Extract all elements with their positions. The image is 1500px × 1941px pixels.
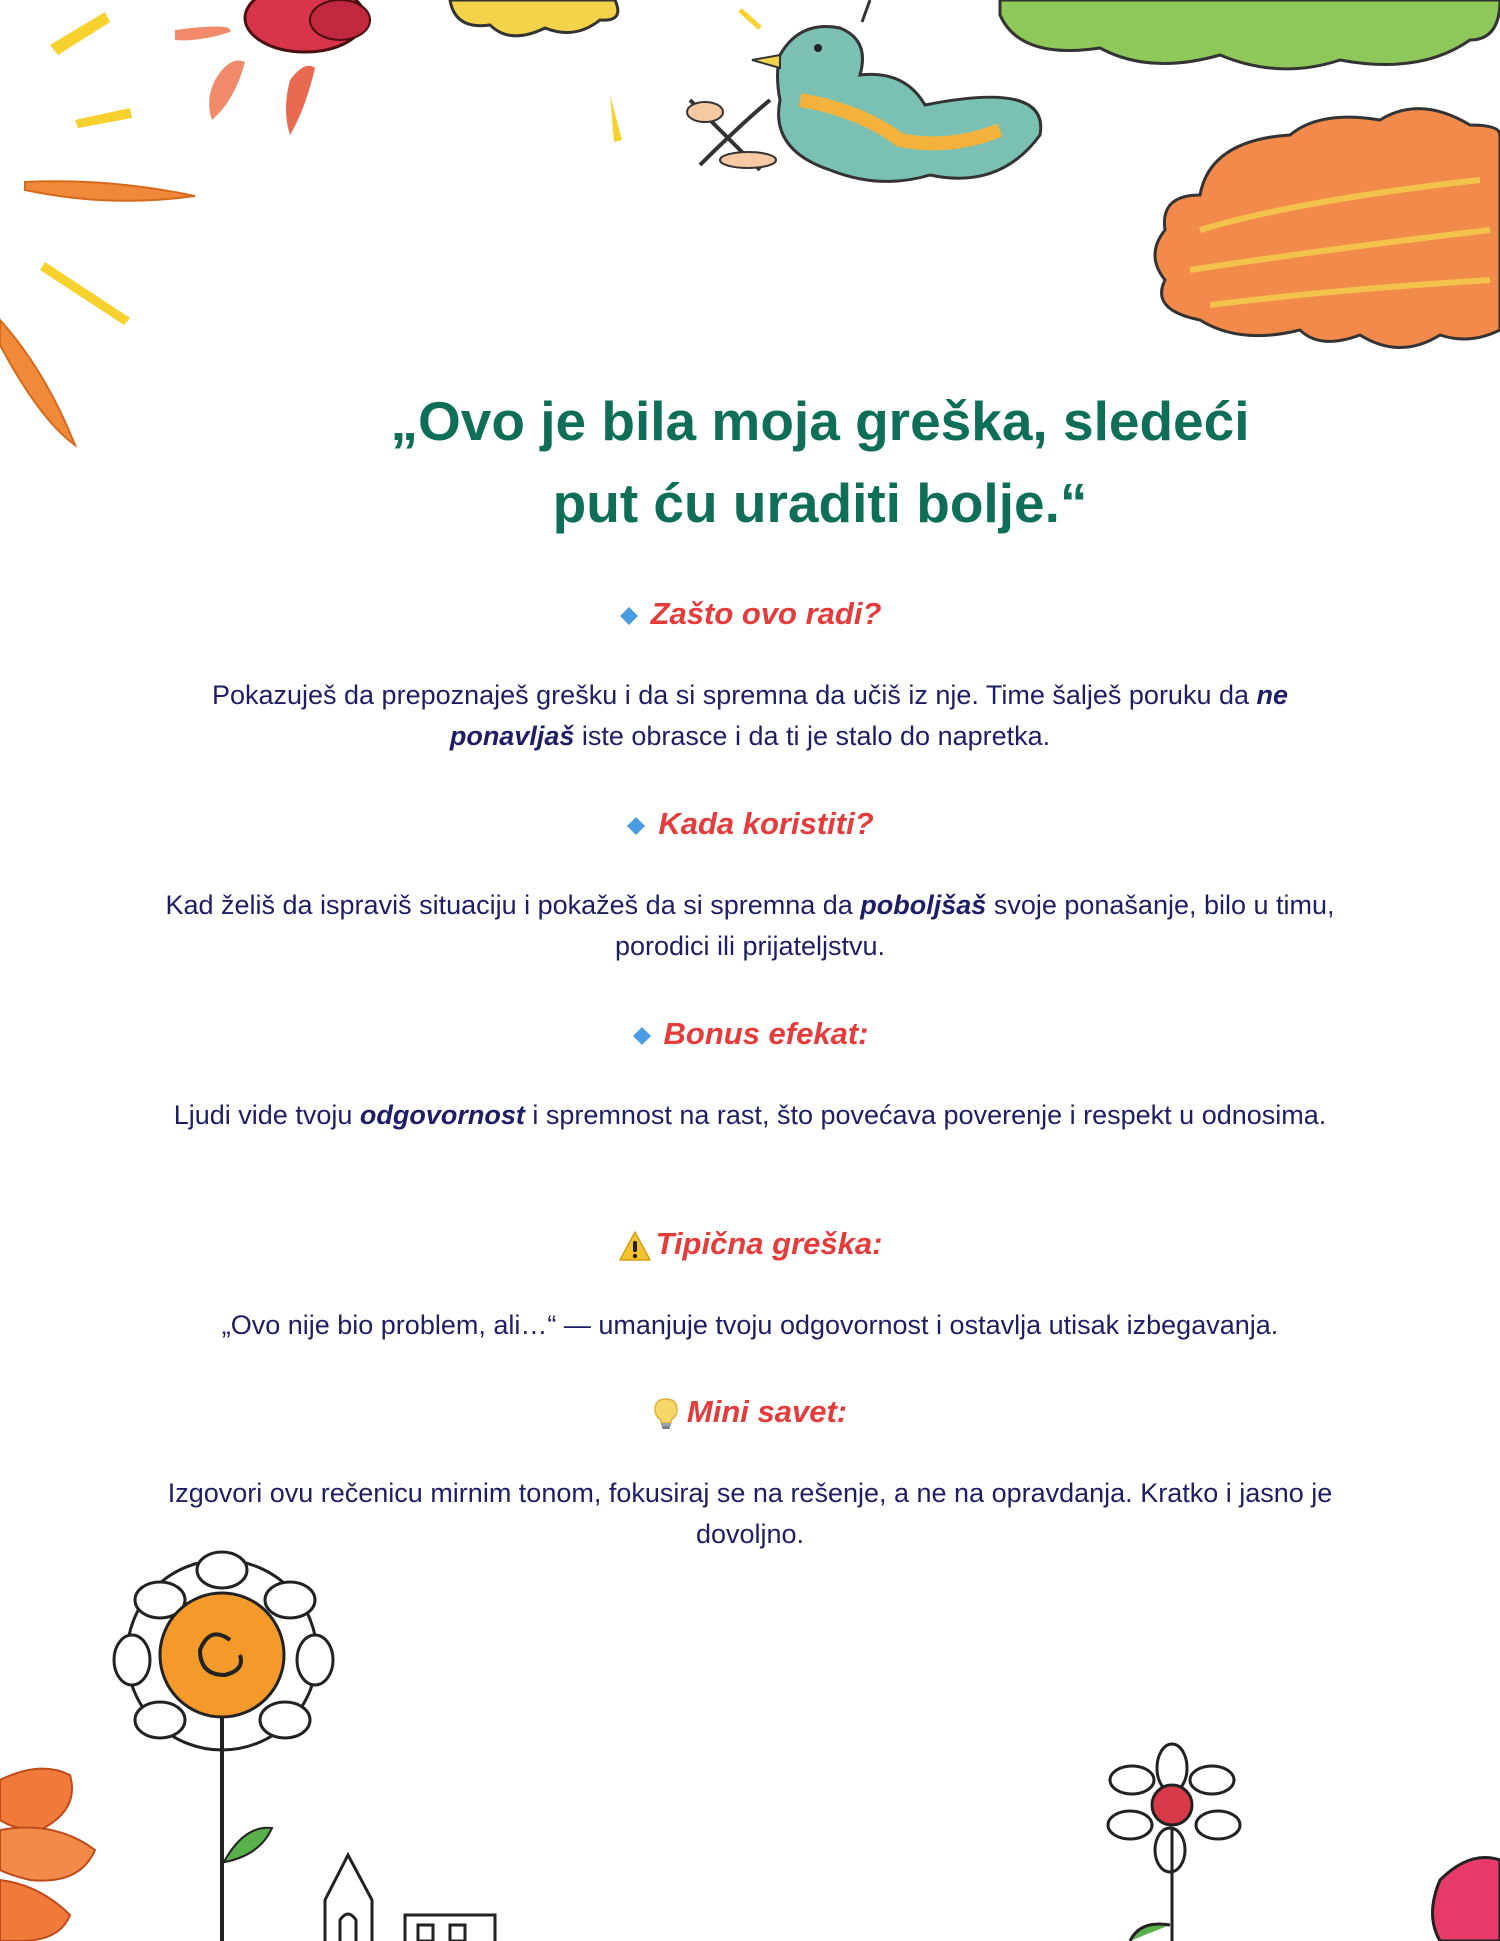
section-heading-label: Mini savet: — [686, 1394, 848, 1429]
church-icon — [325, 1855, 495, 1941]
section-heading-label: Bonus efekat: — [663, 1016, 869, 1051]
emphasis-text: poboljšaš — [860, 890, 987, 920]
section-heading-why — [150, 590, 1350, 638]
section-heading-label: Tipična greška: — [655, 1226, 883, 1261]
sunflower-icon — [114, 1552, 333, 1941]
section-body-tip: Izgovori ovu rečenicu mirnim tonom, fokusiraj se na rešenje, a ne na opravdanja. Kratko i jasno je dovoljno. — [167, 1478, 1333, 1549]
red-flower-icon — [245, 0, 370, 52]
body-text-part: iste obrasce i da ti je stalo do napretka. — [574, 721, 1051, 751]
section-body-why — [150, 675, 1350, 757]
section-body-bonus — [150, 1095, 1350, 1136]
lightbulb-icon — [653, 1397, 679, 1431]
section-heading-bonus — [150, 1010, 1350, 1058]
yellow-cloud-icon — [450, 0, 618, 36]
bird-icon — [752, 27, 1041, 182]
section-heading-tip — [150, 1388, 1350, 1436]
green-cloud-icon — [1000, 0, 1500, 69]
section-heading-when — [150, 800, 1350, 848]
propeller-icon — [687, 100, 776, 170]
emphasis-text: ne ponavljaš — [449, 680, 1289, 751]
body-text-part: i spremnost na rast, što povećava poverenje i respekt u odnosima. — [524, 1100, 1327, 1130]
body-text-part: svoje ponašanje, bilo u timu, porodici ili prijateljstvu. — [614, 890, 1335, 961]
orange-flower-icon — [0, 1769, 95, 1941]
section-body-when — [150, 885, 1350, 967]
body-text-part: Ljudi vide tvoju — [173, 1100, 360, 1130]
pink-flower-icon — [1433, 1858, 1500, 1941]
diamond-icon — [626, 816, 646, 836]
white-flower-icon — [1108, 1744, 1240, 1941]
main-content — [150, 380, 1350, 1549]
section-heading-label: Zašto ovo radi? — [650, 596, 882, 631]
warning-icon — [618, 1230, 652, 1262]
emphasis-text: odgovornost — [359, 1100, 525, 1130]
body-text-part: Kad želiš da ispraviš situaciju i pokažeš da si spremna da — [165, 890, 861, 920]
body-text-part: Pokazuješ da prepoznaješ grešku i da si spremna da učiš iz nje. Time šalješ poruku da — [211, 680, 1257, 710]
diamond-icon — [632, 1026, 652, 1046]
page-title: „Ovo je bila moja greška, sledeći put ću uraditi bolje.“ — [390, 390, 1250, 534]
section-body-mistake: „Ovo nije bio problem, ali…“ — umanjuje tvoju odgovornost i ostavlja utisak izbegavanja. — [221, 1310, 1279, 1340]
section-heading-label: Kada koristiti? — [658, 806, 874, 841]
diamond-icon — [619, 606, 639, 626]
section-heading-mistake — [150, 1220, 1350, 1268]
